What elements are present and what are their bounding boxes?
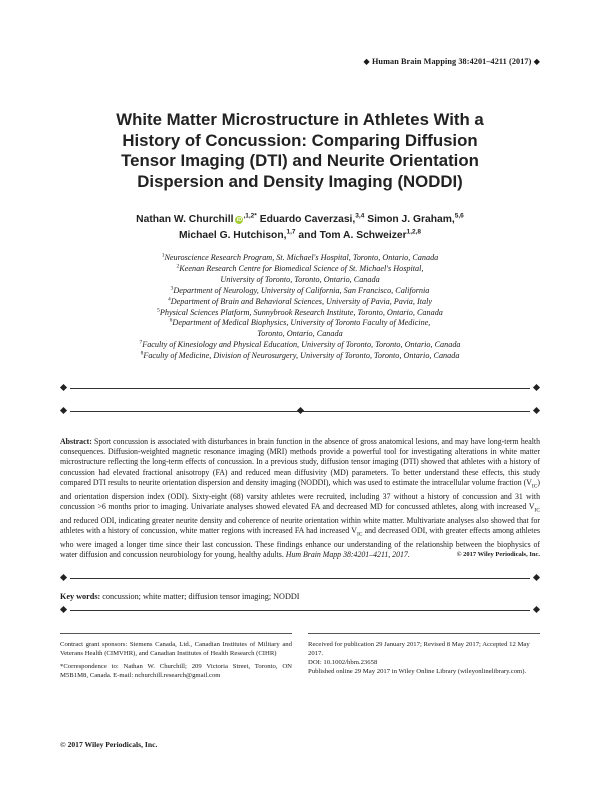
- author-conjunction: and: [298, 230, 317, 241]
- title-line: White Matter Microstructure in Athletes With a: [116, 110, 484, 129]
- orcid-icon[interactable]: iD: [236, 217, 243, 223]
- section-divider: [60, 606, 540, 614]
- affiliation-line: Toronto, Ontario, Canada: [257, 329, 343, 339]
- diamond-icon: [533, 606, 540, 613]
- affiliation-line: $^4$Department of Brain and Behavioral Sciences, University of Pavia, Pavia, Italy: [167, 295, 432, 306]
- affiliation-line: $^8$Faculty of Medicine, Division of Neurosurgery, University of Toronto, Toronto, Ontario, Canada: [140, 350, 460, 361]
- keywords: [60, 592, 540, 601]
- affiliation-line: University of Toronto, Toronto, Ontario, Canada: [220, 274, 380, 284]
- abstract-copyright: © 2017 Wiley Periodicals, Inc.: [456, 550, 540, 558]
- section-divider: [60, 407, 540, 415]
- abstract-label: Abstract:: [60, 437, 92, 446]
- diamond-icon: [533, 574, 540, 581]
- diamond-icon: [533, 407, 540, 414]
- title-line: Tensor Imaging (DTI) and Neurite Orientation: [121, 151, 479, 170]
- footer-copyright: © 2017 Wiley Periodicals, Inc.: [60, 740, 158, 749]
- author-name: Michael G. Hutchison,: [178, 230, 287, 241]
- keywords-text: concussion; white matter; diffusion tensor imaging; NODDI: [102, 592, 300, 601]
- affiliation-line: $^1$Neuroscience Research Program, St. Michael's Hospital, Toronto, Ontario, Canada: [161, 252, 439, 262]
- diamond-icon: [60, 606, 67, 613]
- journal-header-text: Human Brain Mapping 38:4201–4211 (2017): [371, 57, 532, 66]
- footnote-rule: [308, 633, 540, 634]
- author-affiliation-marker: 3,4: [355, 212, 365, 220]
- diamond-icon: [60, 384, 67, 391]
- title-line: History of Concussion: Comparing Diffusion: [122, 130, 478, 150]
- author-name: Nathan W. Churchill: [136, 214, 234, 225]
- diamond-icon: ◆: [363, 57, 370, 66]
- diamond-icon: [60, 407, 67, 414]
- paper-title: [60, 110, 540, 192]
- affiliation-line: $^6$Department of Medical Biophysics, University of Toronto Faculty of Medicine,: [169, 317, 431, 328]
- author-name: Simon J. Graham,: [367, 214, 455, 225]
- abstract: Abstract: Sport concussion is associated with disturbances in brain function in the absence of gross anatomical lesions, and may have long-term health consequences. Diffusion-weighted magnetic resonance imaging (MRI) methods provide a powerful tool for investigating alterations in white matter microstructure reflecting the long-term effects of concussion. In a previous study, diffusion tensor imaging (DTI) showed that athletes with a history of concussion had elevated fractional anisotropy (FA) and reduced mean diffusivity (MD) parameters. To better understand these effects, this study compared DTI results to neurite orientation dispersion and density imaging (NODDI), which was used to estimate the intracellular volume fraction $(V_{IC})$ and orientation dispersion index (ODI). Sixty-eight (68) varsity athletes were recruited, including 37 without a history of concussion and 31 with concussion >6 months prior to imaging. Univariate analyses showed elevated FA and decreased MD for concussed athletes, along with increased $V_{IC}$ and reduced ODI, indicating greater neurite density and coherence of neurite orientation within white matter. Multivariate analyses also showed that for athletes with a history of concussion, white matter regions with increased FA had increased $V_{IC}$ and decreased ODI, with greater effects among athletes who were imaged a longer time since their last concussion. These findings enhance our understanding of the relationship between the biophysics of water diffusion and concussion neurobiology for young, healthy adults. Hum Brain Mapp 38:4201–4211, 2017. © 2017 Wiley Periodicals, Inc.: [60, 437, 540, 559]
- section-divider: [60, 384, 540, 392]
- published-online: Published online 29 May 2017 in Wiley Online Library (wileyonlinelibrary.com).: [308, 667, 527, 675]
- footnote-column-right: [308, 641, 540, 677]
- diamond-icon: ◆: [533, 57, 540, 66]
- author-list: Nathan W. Churchill $iD^{,1,2*}$ Eduardo Caverzasi,$^{3,4}$ Simon J. Graham,$^{5,6}$ Michael G. Hutchison,$^{1,7}$ and Tom A. Schweizer$^{1,2,8}$: [136, 212, 464, 241]
- author-affiliation-marker: 1,7: [286, 228, 296, 236]
- diamond-icon: [533, 384, 540, 391]
- doi: DOI: 10.1002/hbm.23658: [308, 658, 378, 666]
- affiliations: [60, 253, 540, 362]
- abstract-citation: Hum Brain Mapp 38:4201–4211, 2017.: [285, 549, 410, 559]
- affiliation-line: $^7$Faculty of Kinesiology and Physical Education, University of Toronto, Toronto, Ontario, Canada: [139, 339, 461, 350]
- abstract-text: Sport concussion is associated with disturbances in brain function in the absence of gross anatomical lesions, and may have long-term health consequences. Diffusion-weighted magnetic resonance imaging (MRI) methods provide a powerful tool for investigating alterations in white matter microstructure reflecting the long-term effects of concussion. In a previous study, diffusion tensor imaging (DTI) showed that athletes with a history of concussion had elevated fractional anisotropy (FA) and reduced mean diffusivity (MD) parameters. To better understand these effects, this study compared DTI results to neurite orientation dispersion and density imaging (NODDI), which was used to estimate the intracellular volume fraction (V: [60, 437, 540, 487]
- keywords-label: Key words:: [60, 592, 101, 601]
- author-affiliation-marker: 5,6: [454, 212, 464, 220]
- grant-footnote: Contract grant sponsors: Siemens Canada, Ltd., Canadian Institutes of Military and Veterans Health (CIMVHR), and Canadian Institutes of Health Research (CIHR): [60, 641, 292, 657]
- diamond-icon: [296, 407, 303, 414]
- author-name: Eduardo Caverzasi,: [259, 214, 356, 225]
- author-name: Tom A. Schweizer: [319, 230, 407, 241]
- author-affiliation-marker: 1,2,8: [406, 228, 422, 236]
- correspondence-footnote: *Correspondence to: Nathan W. Churchill; 209 Victoria Street, Toronto, ON M5B1M8, Canada. E-mail: nchurchill.research@gmail.com: [60, 662, 292, 679]
- journal-header: [363, 56, 540, 66]
- footnote-rule: [60, 633, 292, 634]
- diamond-icon: [60, 574, 67, 581]
- affiliation-line: $^3$Department of Neurology, University of California, San Francisco, California: [170, 284, 430, 295]
- author-affiliation-marker: 1,2*: [245, 212, 257, 220]
- received-dates: Received for publication 29 January 2017; Revised 8 May 2017; Accepted 12 May 2017.: [308, 641, 530, 657]
- affiliation-line: $^5$Physical Sciences Platform, Sunnybrook Research Institute, Toronto, Ontario, Canada: [157, 306, 443, 317]
- section-divider: [60, 574, 540, 582]
- footnote-column-left: [60, 641, 292, 685]
- title-line: Dispersion and Density Imaging (NODDI): [137, 171, 463, 191]
- affiliation-line: $^2$Keenan Research Centre for Biomedical Science of St. Michael's Hospital,: [176, 263, 424, 273]
